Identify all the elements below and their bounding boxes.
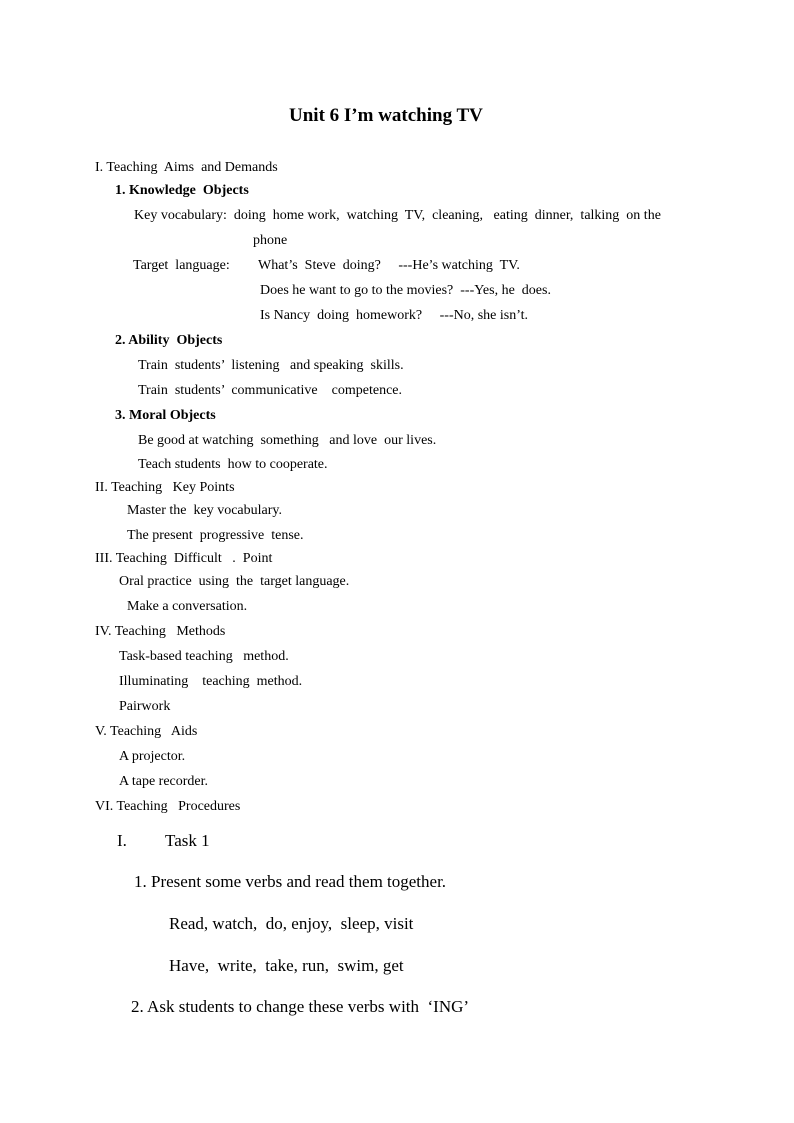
difficult-point-item: Make a conversation. — [127, 599, 248, 614]
procedure-step: 1. Present some verbs and read them together. — [134, 872, 447, 891]
page-title: Unit 6 I’m watching TV — [289, 105, 483, 126]
ability-objects-heading: 2. Ability Objects — [115, 333, 223, 348]
method-item: Illuminating teaching method. — [119, 674, 303, 689]
moral-item: Teach students how to cooperate. — [138, 457, 328, 472]
difficult-point-heading: III. Teaching Difficult . Point — [95, 551, 273, 566]
key-points-heading: II. Teaching Key Points — [95, 480, 235, 495]
key-vocabulary-line: Key vocabulary: doing home work, watching TV, cleaning, eating dinner, talking on the — [134, 208, 661, 223]
aid-item: A projector. — [119, 749, 186, 764]
methods-heading: IV. Teaching Methods — [95, 624, 226, 639]
method-item: Pairwork — [119, 699, 171, 714]
procedures-heading: VI. Teaching Procedures — [95, 799, 241, 814]
target-language-item: Does he want to go to the movies? ---Yes, he does. — [260, 283, 551, 298]
ability-item: Train students’ communicative competence. — [138, 383, 402, 398]
procedure-step: 2. Ask students to change these verbs with ‘ING’ — [131, 997, 470, 1016]
aid-item: A tape recorder. — [119, 774, 209, 789]
section-aims-heading: I. Teaching Aims and Demands — [95, 160, 278, 175]
verb-list: Have, write, take, run, swim, get — [169, 956, 404, 975]
knowledge-objects-heading: 1. Knowledge Objects — [115, 183, 249, 198]
method-item: Task-based teaching method. — [119, 649, 289, 664]
moral-objects-heading: 3. Moral Objects — [115, 408, 216, 423]
ability-item: Train students’ listening and speaking skills. — [138, 358, 404, 373]
task-label: Task 1 — [165, 831, 210, 850]
target-language-label: Target language: — [133, 258, 230, 273]
target-language-item: What’s Steve doing? ---He’s watching TV. — [258, 258, 520, 273]
target-language-item: Is Nancy doing homework? ---No, she isn’t. — [260, 308, 529, 323]
task-number: I. — [117, 831, 127, 850]
key-point-item: Master the key vocabulary. — [127, 503, 282, 518]
key-point-item: The present progressive tense. — [127, 528, 304, 543]
aids-heading: V. Teaching Aids — [95, 724, 198, 739]
moral-item: Be good at watching something and love our lives. — [138, 433, 437, 448]
difficult-point-item: Oral practice using the target language. — [119, 574, 350, 589]
verb-list: Read, watch, do, enjoy, sleep, visit — [169, 914, 414, 933]
key-vocabulary-continued: phone — [253, 233, 288, 248]
